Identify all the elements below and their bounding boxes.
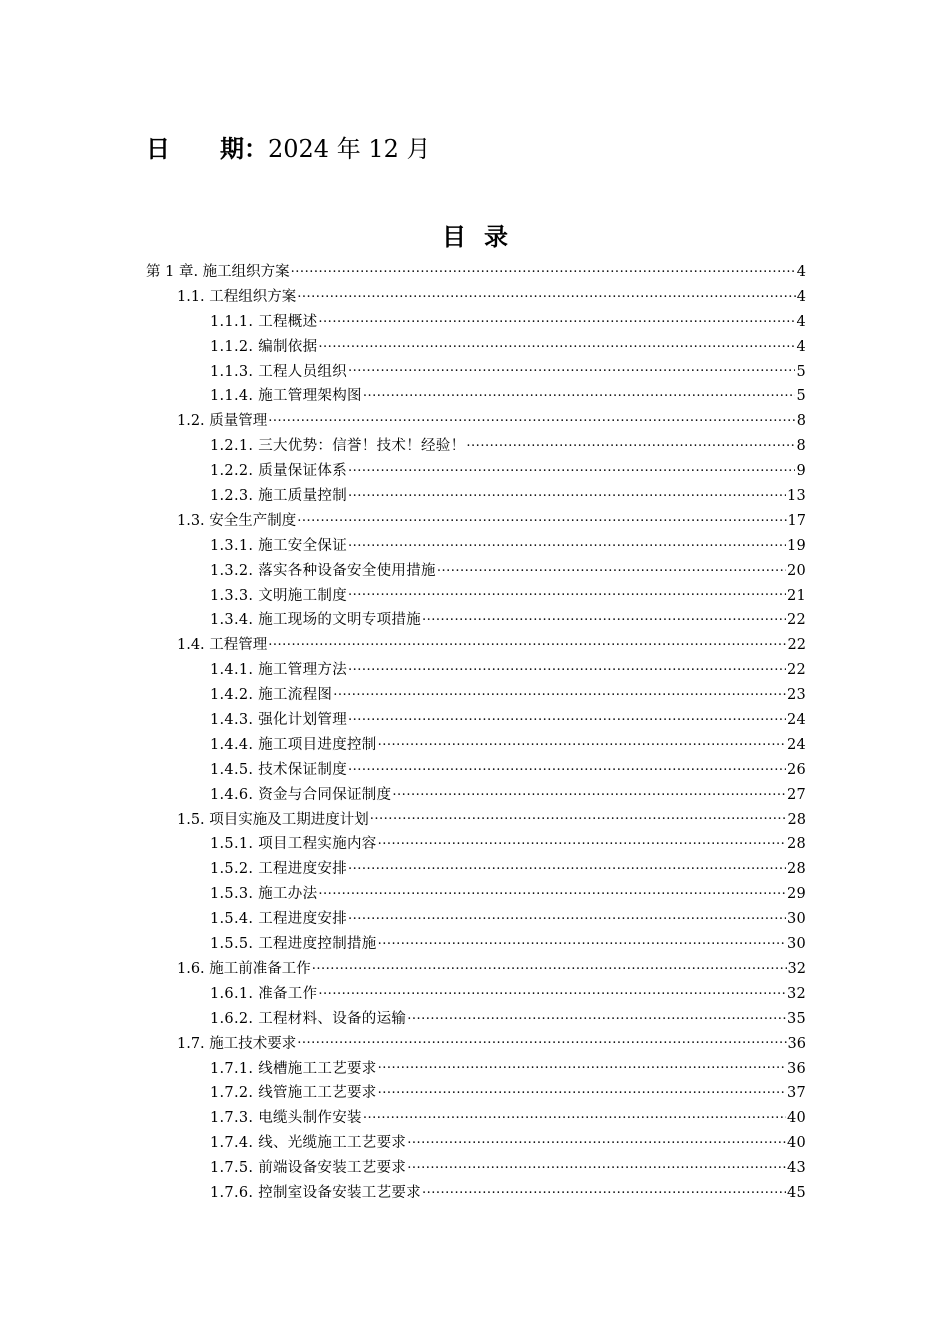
toc-dot-leader	[297, 286, 795, 301]
toc-dot-leader	[348, 486, 786, 501]
toc-entry[interactable]	[146, 584, 806, 609]
toc-entry-title: 1.1.3. 工程人员组织	[210, 363, 348, 380]
date-label-second: 期：	[220, 134, 268, 163]
toc-entry-page: 26	[786, 761, 806, 778]
toc-entry-page: 5	[796, 363, 806, 380]
toc-entry-title: 1.3.2. 落实各种设备安全使用措施	[210, 562, 436, 579]
toc-entry-title: 1.5.4. 工程进度安排	[210, 911, 348, 928]
toc-entry[interactable]	[146, 733, 806, 758]
toc-entry[interactable]	[146, 808, 806, 833]
date-value: 2024 年 12 月	[268, 135, 431, 163]
toc-dot-leader	[422, 1182, 786, 1197]
toc-dot-leader	[318, 336, 795, 351]
toc-entry-title: 1.4.5. 技术保证制度	[210, 761, 348, 778]
toc-dot-leader	[348, 361, 795, 376]
toc-entry-page: 30	[786, 936, 806, 953]
toc-entry-title: 1.3.1. 施工安全保证	[210, 537, 348, 554]
toc-entry[interactable]	[146, 1032, 806, 1057]
toc-entry-page: 24	[786, 712, 806, 729]
date-line	[146, 132, 431, 166]
toc-entry-page: 23	[786, 687, 806, 704]
toc-entry-title: 1.1.4. 施工管理架构图	[210, 388, 362, 405]
toc-entry[interactable]	[146, 1081, 806, 1106]
toc-entry[interactable]	[146, 1106, 806, 1131]
toc-entry-page: 4	[796, 338, 806, 355]
toc-dot-leader	[268, 411, 795, 426]
toc-entry-title: 1.4.1. 施工管理方法	[210, 662, 348, 679]
toc-entry[interactable]	[146, 907, 806, 932]
toc-entry-page: 43	[786, 1160, 806, 1177]
toc-dot-leader	[370, 809, 787, 824]
toc-entry[interactable]	[146, 409, 806, 434]
toc-entry-title: 1.7.5. 前端设备安装工艺要求	[210, 1160, 407, 1177]
toc-dot-leader	[348, 759, 786, 774]
toc-entry-page: 29	[786, 886, 806, 903]
toc-entry-page: 28	[786, 836, 806, 853]
toc-entry-page: 28	[787, 811, 806, 828]
toc-entry-title: 1.2.3. 施工质量控制	[210, 488, 348, 505]
toc-entry[interactable]	[146, 882, 806, 907]
toc-entry-title: 1.4.4. 施工项目进度控制	[210, 736, 377, 753]
toc-entry-page: 13	[786, 488, 806, 505]
toc-entry-title: 1.7.2. 线管施工工艺要求	[210, 1085, 377, 1102]
toc-entry-title: 1.5.1. 项目工程实施内容	[210, 836, 377, 853]
toc-entry[interactable]	[146, 708, 806, 733]
toc-entry-title: 第 1 章. 施工组织方案	[146, 264, 290, 280]
toc-entry-title: 1.2. 质量管理	[177, 413, 268, 430]
toc-entry[interactable]	[146, 459, 806, 484]
toc-entry-page: 8	[796, 413, 806, 430]
toc-entry-title: 1.3.4. 施工现场的文明专项措施	[210, 612, 422, 629]
toc-entry-page: 4	[796, 313, 806, 330]
toc-entry-page: 4	[796, 288, 806, 305]
toc-entry-page: 32	[786, 985, 806, 1002]
toc-dot-leader	[348, 710, 786, 725]
toc-entry[interactable]	[146, 1131, 806, 1156]
toc-dot-leader	[348, 585, 786, 600]
toc-entry[interactable]	[146, 484, 806, 509]
toc-entry-page: 28	[786, 861, 806, 878]
toc-entry[interactable]	[146, 1057, 806, 1082]
toc-entry[interactable]	[146, 434, 806, 459]
toc-dot-leader	[407, 1008, 786, 1023]
toc-entry[interactable]	[146, 260, 806, 285]
toc-entry[interactable]	[146, 360, 806, 385]
toc-entry-page: 17	[787, 512, 806, 529]
toc-entry[interactable]	[146, 559, 806, 584]
toc-dot-leader	[392, 784, 786, 799]
toc-entry-page: 21	[786, 587, 806, 604]
toc-entry-page: 24	[786, 736, 806, 753]
toc-dot-leader	[318, 311, 795, 326]
toc-entry-title: 1.2.1. 三大优势：信誉！技术！经验！	[210, 438, 466, 455]
toc-entry-title: 1.4.6. 资金与合同保证制度	[210, 786, 392, 803]
toc-dot-leader	[297, 510, 786, 525]
toc-entry[interactable]	[146, 683, 806, 708]
toc-entry-title: 1.3. 安全生产制度	[177, 512, 297, 529]
toc-dot-leader	[291, 262, 796, 277]
toc-dot-leader	[297, 1033, 786, 1048]
toc-entry-title: 1.6.1. 准备工作	[210, 985, 318, 1002]
toc-entry-title: 1.4.3. 强化计划管理	[210, 712, 348, 729]
toc-dot-leader	[348, 909, 786, 924]
toc-entry-page: 36	[786, 1060, 806, 1077]
toc-entry-title: 1.4. 工程管理	[177, 637, 268, 654]
toc-entry-page: 20	[786, 562, 806, 579]
toc-entry-title: 1.4.2. 施工流程图	[210, 687, 333, 704]
toc-entry[interactable]	[146, 957, 806, 982]
toc-entry[interactable]	[146, 857, 806, 882]
toc-entry[interactable]	[146, 783, 806, 808]
toc-dot-leader	[333, 685, 786, 700]
toc-entry-page: 37	[786, 1085, 806, 1102]
toc-entry[interactable]	[146, 832, 806, 857]
date-label-first: 日	[146, 134, 170, 163]
toc-entry-title: 1.5.3. 施工办法	[210, 886, 318, 903]
toc-dot-leader	[312, 958, 787, 973]
toc-entry-page: 30	[786, 911, 806, 928]
toc-entry[interactable]	[146, 1181, 806, 1206]
toc-dot-leader	[318, 983, 786, 998]
toc-entry[interactable]	[146, 509, 806, 534]
toc-entry-page: 36	[787, 1035, 806, 1052]
toc-entry[interactable]	[146, 932, 806, 957]
toc-entry[interactable]	[146, 335, 806, 360]
toc-dot-leader	[363, 1108, 786, 1123]
toc-dot-leader	[268, 635, 786, 650]
toc-entry-page: 9	[796, 463, 806, 480]
toc-dot-leader	[466, 436, 795, 451]
toc-entry-title: 1.1.2. 编制依据	[210, 338, 318, 355]
toc-dot-leader	[348, 535, 786, 550]
toc-dot-leader	[378, 734, 786, 749]
toc-entry-title: 1.5. 项目实施及工期进度计划	[177, 811, 369, 828]
toc-entry-title: 1.7.1. 线槽施工工艺要求	[210, 1060, 377, 1077]
toc-entry-page: 4	[796, 264, 806, 280]
toc-entry[interactable]	[146, 534, 806, 559]
toc-entry-title: 1.7.4. 线、光缆施工工艺要求	[210, 1135, 407, 1152]
toc-dot-leader	[378, 1058, 786, 1073]
toc-dot-leader	[378, 834, 786, 849]
toc-entry-title: 1.1. 工程组织方案	[177, 288, 297, 305]
toc-dot-leader	[407, 1158, 786, 1173]
toc-dot-leader	[437, 560, 786, 575]
toc-entry[interactable]	[146, 982, 806, 1007]
toc-entry-page: 32	[787, 960, 806, 977]
toc-dot-leader	[422, 610, 786, 625]
toc-dot-leader	[378, 934, 786, 949]
table-of-contents	[146, 260, 806, 1206]
toc-entry-title: 1.7. 施工技术要求	[177, 1035, 297, 1052]
toc-entry-page: 40	[786, 1135, 806, 1152]
toc-dot-leader	[363, 386, 796, 401]
toc-entry-page: 5	[796, 388, 806, 405]
toc-entry-title: 1.5.2. 工程进度安排	[210, 861, 348, 878]
toc-entry-title: 1.1.1. 工程概述	[210, 313, 318, 330]
toc-entry-page: 45	[786, 1184, 806, 1201]
toc-entry[interactable]	[146, 285, 806, 310]
toc-entry-title: 1.6. 施工前准备工作	[177, 960, 311, 977]
toc-dot-leader	[318, 884, 786, 899]
toc-dot-leader	[407, 1133, 786, 1148]
toc-title: 目录	[442, 222, 526, 251]
toc-entry-page: 40	[786, 1110, 806, 1127]
toc-dot-leader	[348, 660, 786, 675]
toc-entry[interactable]	[146, 1156, 806, 1181]
toc-entry-title: 1.7.3. 电缆头制作安装	[210, 1110, 362, 1127]
toc-entry-title: 1.5.5. 工程进度控制措施	[210, 936, 377, 953]
toc-entry[interactable]	[146, 384, 806, 409]
toc-entry[interactable]	[146, 658, 806, 683]
toc-entry-page: 22	[786, 662, 806, 679]
toc-entry[interactable]	[146, 608, 806, 633]
toc-dot-leader	[348, 859, 786, 874]
toc-entry-title: 1.2.2. 质量保证体系	[210, 463, 348, 480]
toc-entry-page: 27	[786, 786, 806, 803]
toc-entry-title: 1.6.2. 工程材料、设备的运输	[210, 1010, 407, 1027]
toc-entry[interactable]	[146, 758, 806, 783]
toc-entry-title: 1.7.6. 控制室设备安装工艺要求	[210, 1184, 422, 1201]
toc-entry[interactable]	[146, 310, 806, 335]
toc-dot-leader	[378, 1083, 786, 1098]
toc-entry-title: 1.3.3. 文明施工制度	[210, 587, 348, 604]
toc-entry-page: 8	[796, 438, 806, 455]
toc-entry[interactable]	[146, 633, 806, 658]
toc-entry-page: 22	[786, 612, 806, 629]
toc-entry[interactable]	[146, 1007, 806, 1032]
toc-entry-page: 19	[786, 537, 806, 554]
toc-dot-leader	[348, 461, 795, 476]
toc-entry-page: 22	[787, 637, 806, 654]
toc-entry-page: 35	[786, 1010, 806, 1027]
